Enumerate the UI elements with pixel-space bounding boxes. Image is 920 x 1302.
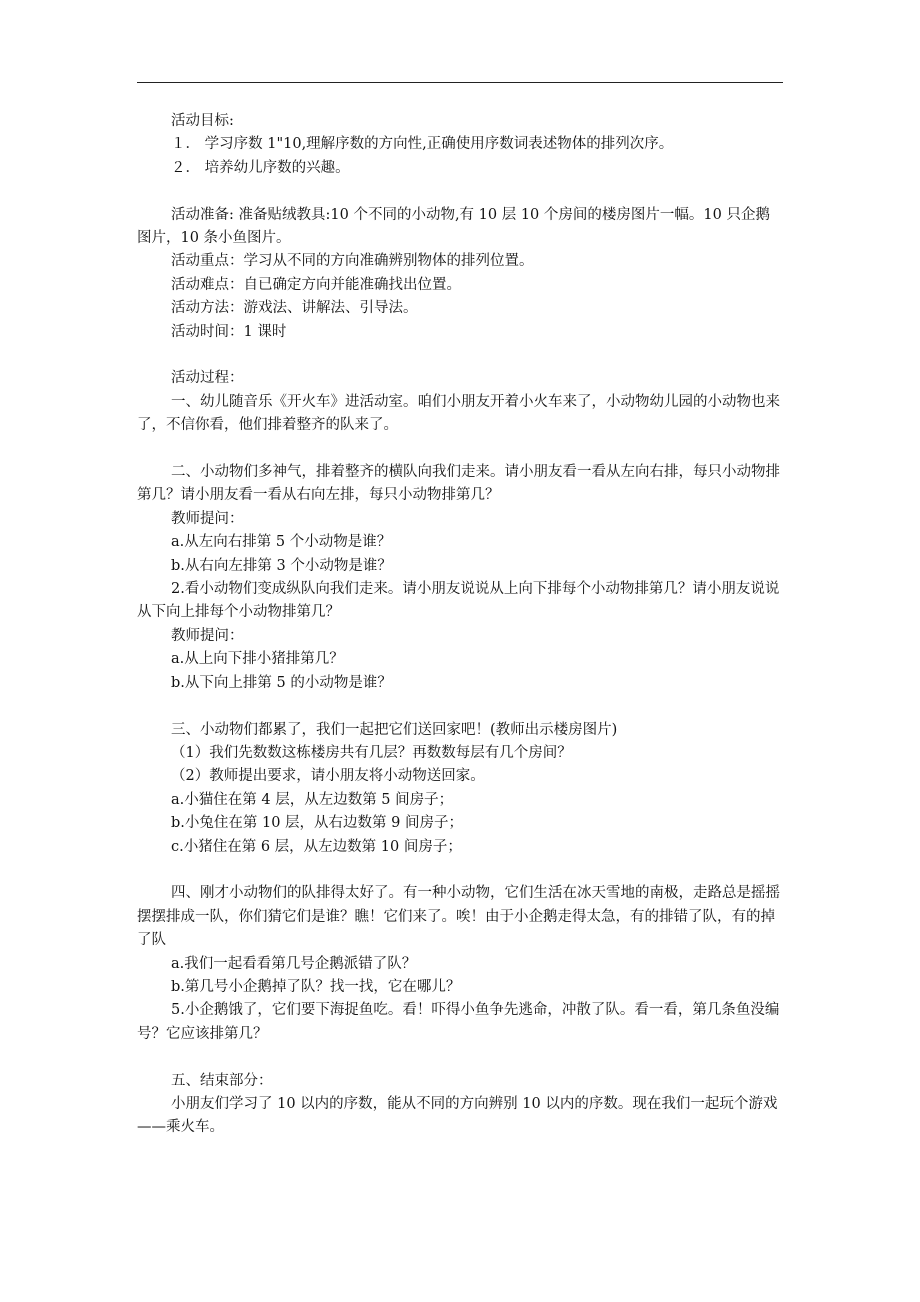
paragraph: 一、幼儿随音乐《开火车》进活动室。咱们小朋友开着小火车来了，小动物幼儿园的小动物也来了，不信你看，他们排着整齐的队来了。 — [137, 393, 780, 434]
paragraph: b.从右向左排第 3 个小动物是谁？ — [171, 557, 392, 574]
paragraph: 小朋友们学习了 10 以内的序数，能从不同的方向辨别 10 以内的序数。现在我们一起玩个游戏——乘火车。 — [137, 1095, 778, 1136]
paragraph: ２． 培养幼儿序数的兴趣。 — [171, 159, 350, 176]
paragraph: a.我们一起看看第几号企鹅派错了队？ — [171, 955, 417, 972]
paragraph: 活动方法：游戏法、讲解法、引导法。 — [171, 300, 418, 317]
paragraph: a.从左向右排第 5 个小动物是谁？ — [171, 534, 392, 551]
paragraph: 四、刚才小动物们的队排得太好了。有一种小动物，它们生活在冰天雪地的南极，走路总是摇摇摆摆排成一队，你们猜它们是谁？瞧！它们来了。唉！由于小企鹅走得太急，有的排错了队，有的掉了队 — [137, 885, 780, 949]
paragraph: （1）我们先数数这栋楼房共有几层？再数数每层有几个房间？ — [171, 744, 572, 761]
paragraph: 三、小动物们都累了，我们一起把它们送回家吧！(教师出示楼房图片) — [171, 721, 618, 738]
paragraph-spacer — [137, 859, 783, 882]
paragraph: 活动目标: — [171, 113, 234, 129]
paragraph-spacer — [137, 438, 783, 461]
paragraph: 2.看小动物们变成纵队向我们走来。请小朋友说说从上向下排每个小动物排第几？请小朋友说说从下向上排每个小动物排第几？ — [137, 581, 780, 621]
paragraph: b.第几号小企鹅掉了队？找一找，它在哪儿？ — [171, 978, 461, 995]
paragraph: 5.小企鹅饿了，它们要下海捉鱼吃。看！吓得小鱼争先逃命，冲散了队。看一看，第几条鱼没编号？它应该排第几？ — [137, 1002, 780, 1042]
paragraph: １． 学习序数 1"10,理解序数的方向性,正确使用序数词表述物体的排列次序。 — [171, 136, 674, 153]
paragraph: 活动过程： — [171, 370, 244, 387]
paragraph-spacer — [137, 695, 783, 718]
paragraph: 教师提问： — [171, 510, 244, 527]
paragraph: a.小猫住在第 4 层，从左边数第 5 间房子； — [171, 791, 454, 808]
paragraph: 活动难点：自已确定方向并能准确找出位置。 — [171, 276, 461, 293]
paragraph: 教师提问： — [171, 627, 244, 644]
paragraph: 活动时间：1 课时 — [171, 323, 287, 340]
paragraph: 二、小动物们多神气，排着整齐的横队向我们走来。请小朋友看一看从左向右排，每只小动物排第几？请小朋友看一看从右向左排，每只小动物排第几？ — [137, 464, 780, 504]
paragraph: a.从上向下排小猪排第几？ — [171, 651, 344, 668]
paragraph: b.小兔住在第 10 层，从右边数第 9 间房子； — [171, 815, 464, 832]
paragraph: 五、结束部分： — [171, 1072, 273, 1089]
paragraph: c.小猪住在第 6 层，从左边数第 10 间房子； — [171, 838, 462, 855]
paragraph: 活动准备: 准备贴绒教具:10 个不同的小动物,有 10 层 10 个房间的楼房图片一幅。10 只企鹅图片，10 条小鱼图片。 — [137, 206, 770, 247]
document-body — [137, 110, 783, 1140]
paragraph: （2）教师提出要求，请小朋友将小动物送回家。 — [171, 768, 485, 785]
paragraph-spacer — [137, 344, 783, 367]
paragraph: b.从下向上排第 5 的小动物是谁？ — [171, 674, 392, 691]
paragraph: 活动重点：学习从不同的方向准确辨别物体的排列位置。 — [171, 253, 534, 270]
paragraph-spacer — [137, 1046, 783, 1069]
header-rule — [137, 82, 783, 83]
paragraph-spacer — [137, 180, 783, 203]
